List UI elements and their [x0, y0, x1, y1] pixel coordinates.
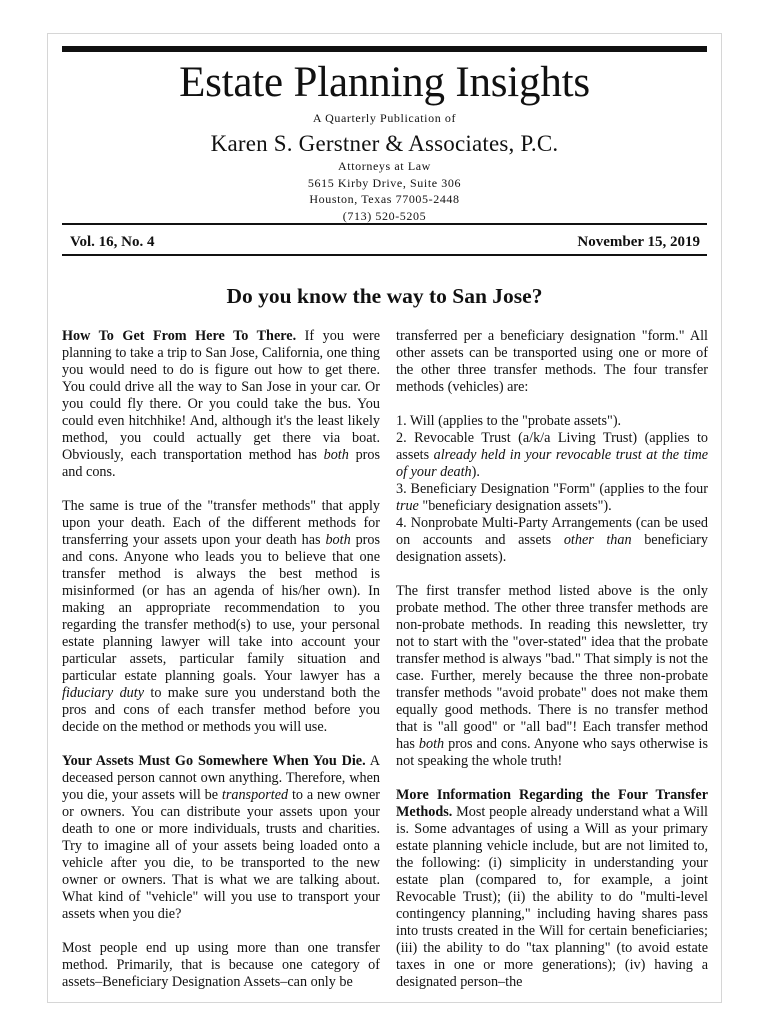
text-run: A deceased person cannot own anything. Therefore, when you die, your assets will be: [62, 753, 380, 803]
paragraph: [62, 753, 380, 923]
emphasis: both: [418, 736, 445, 752]
firm-street: 5615 Kirby Drive, Suite 306: [307, 175, 462, 190]
text-run: The first transfer method listed above is the only probate method. The other three transfer methods are non-probate methods. In reading this newsletter, try not to start with the "over-stated" idea that the probate transfer method is always "bad." That simply is not the case. Further, merely because the three non-probate transfer methods "avoid probate" does not make them equally good methods. There is no transfer method that is "all good" or "all bad"! Each transfer method has: [396, 583, 708, 752]
firm-phone: (713) 520-5205: [342, 208, 427, 223]
text-run: 2. Revocable Trust (a/k/a Living Trust) (applies to assets: [396, 430, 708, 463]
list-item: [396, 515, 708, 566]
paragraph: [62, 940, 380, 991]
text-run: to make sure you understand both the pros and cons of each transfer method before you decide on the method or methods you will use.: [62, 685, 380, 735]
text-run: "beneficiary designation assets").: [418, 498, 612, 514]
issue-volume: Vol. 16, No. 4: [70, 234, 155, 250]
issue-info: [70, 232, 700, 252]
text-run: pros and cons. Anyone who says otherwise is not speaking the whole truth!: [396, 736, 708, 769]
paragraph: [62, 498, 380, 736]
firm-name: Karen S. Gerstner & Associates, P.C.: [210, 131, 559, 156]
right-column: [396, 328, 708, 996]
issue-rule-bottom: [62, 254, 707, 256]
issue-rule-top: [62, 223, 707, 225]
left-column: [62, 328, 380, 996]
paragraph: [396, 583, 708, 770]
list-item: [396, 413, 708, 430]
emphasis: other than: [563, 532, 632, 548]
transfer-methods-list: [396, 413, 708, 566]
emphasis: true: [396, 498, 419, 514]
text-run: ).: [471, 464, 480, 480]
text-run: pros and cons.: [62, 447, 380, 480]
section-heading: Your Assets Must Go Somewhere When You Die.: [62, 753, 366, 769]
emphasis: both: [325, 532, 351, 548]
text-run: beneficiary designation assets).: [396, 532, 708, 565]
list-item: [396, 481, 708, 515]
emphasis: already held in your revocable trust at the time of your death: [396, 447, 708, 480]
newsletter-title: Estate Planning Insights: [179, 59, 590, 106]
text-run: Most people already understand what a Will is. Some advantages of using a Will as your primary estate planning vehicle include, but are not limited to, the following: (i) simplicity in understanding your estate plan (compared to, for example, a joint Revocable Trust); (ii) the ability to do "multi-level contingency planning," including having shares pass into trusts created in the Will for certain beneficiaries; (iii) the ability to do "tax planning" (to avoid estate taxes in one or more generations); (iv) having a designated person–the: [396, 804, 708, 990]
text-run: pros and cons. Anyone who leads you to believe that one transfer method is always the best method is misinformed (or has an agenda of his/her own). In making an appropriate recommendation to you regarding the transfer method(s) to use, your personal estate planning lawyer will take into account your particular assets, particular family situation and particular estate planning goals. Your lawyer has a: [62, 532, 380, 684]
issue-date: November 15, 2019: [577, 234, 700, 250]
paragraph: [396, 787, 708, 991]
text-run: transferred per a beneficiary designation "form." All other assets can be transported using one or more of the other three transfer methods. The four transfer methods (vehicles) are:: [396, 328, 708, 395]
paragraph: [62, 328, 380, 481]
text-run: If you were planning to take a trip to San Jose, California, one thing you would need to do is figure out how to get there. You could drive all the way to San Jose in your car. Or you could fly there. Or you could take the bus. You could even hitchhike! And, although it's the least likely method, you could actually get there via boat. Obviously, each transportation method has: [62, 328, 380, 463]
emphasis: fiduciary duty: [62, 685, 145, 701]
emphasis: transported: [221, 787, 289, 803]
text-run: 4. Nonprobate Multi-Party Arrangements (can be used on accounts and assets: [396, 515, 708, 548]
text-run: 3. Beneficiary Designation "Form" (applies to the four: [396, 481, 708, 497]
text-run: to a new owner or owners. You can distribute your assets upon your death to one or more individuals, trusts and charities. Try to imagine all of your assets being loaded onto a vehicle after you die, to be transported to the new owner or owners. That is what we are talking about. What kind of "vehicle" will you use to transport your assets when you die?: [62, 787, 380, 922]
firm-descriptor: Attorneys at Law: [338, 159, 431, 173]
section-heading: How To Get From Here To There.: [62, 328, 297, 344]
text-run: The same is true of the "transfer methods" that apply upon your death. Each of the different methods for transferring your assets upon your death has: [62, 498, 380, 548]
text-run: Most people end up using more than one transfer method. Primarily, that is because one category of assets–Beneficiary Designation Assets–can only be: [62, 940, 380, 990]
newsletter-subtitle: A Quarterly Publication of: [312, 111, 457, 125]
article-headline: Do you know the way to San Jose?: [226, 284, 543, 308]
masthead-top-rule: [62, 46, 707, 52]
text-run: 1. Will (applies to the "probate assets").: [396, 413, 622, 429]
masthead: [62, 58, 707, 224]
emphasis: both: [323, 447, 349, 463]
paragraph: [396, 328, 708, 396]
firm-city: Houston, Texas 77005-2448: [309, 192, 460, 206]
list-item: [396, 430, 708, 481]
section-heading: More Information Regarding the Four Transfer Methods.: [396, 787, 708, 820]
